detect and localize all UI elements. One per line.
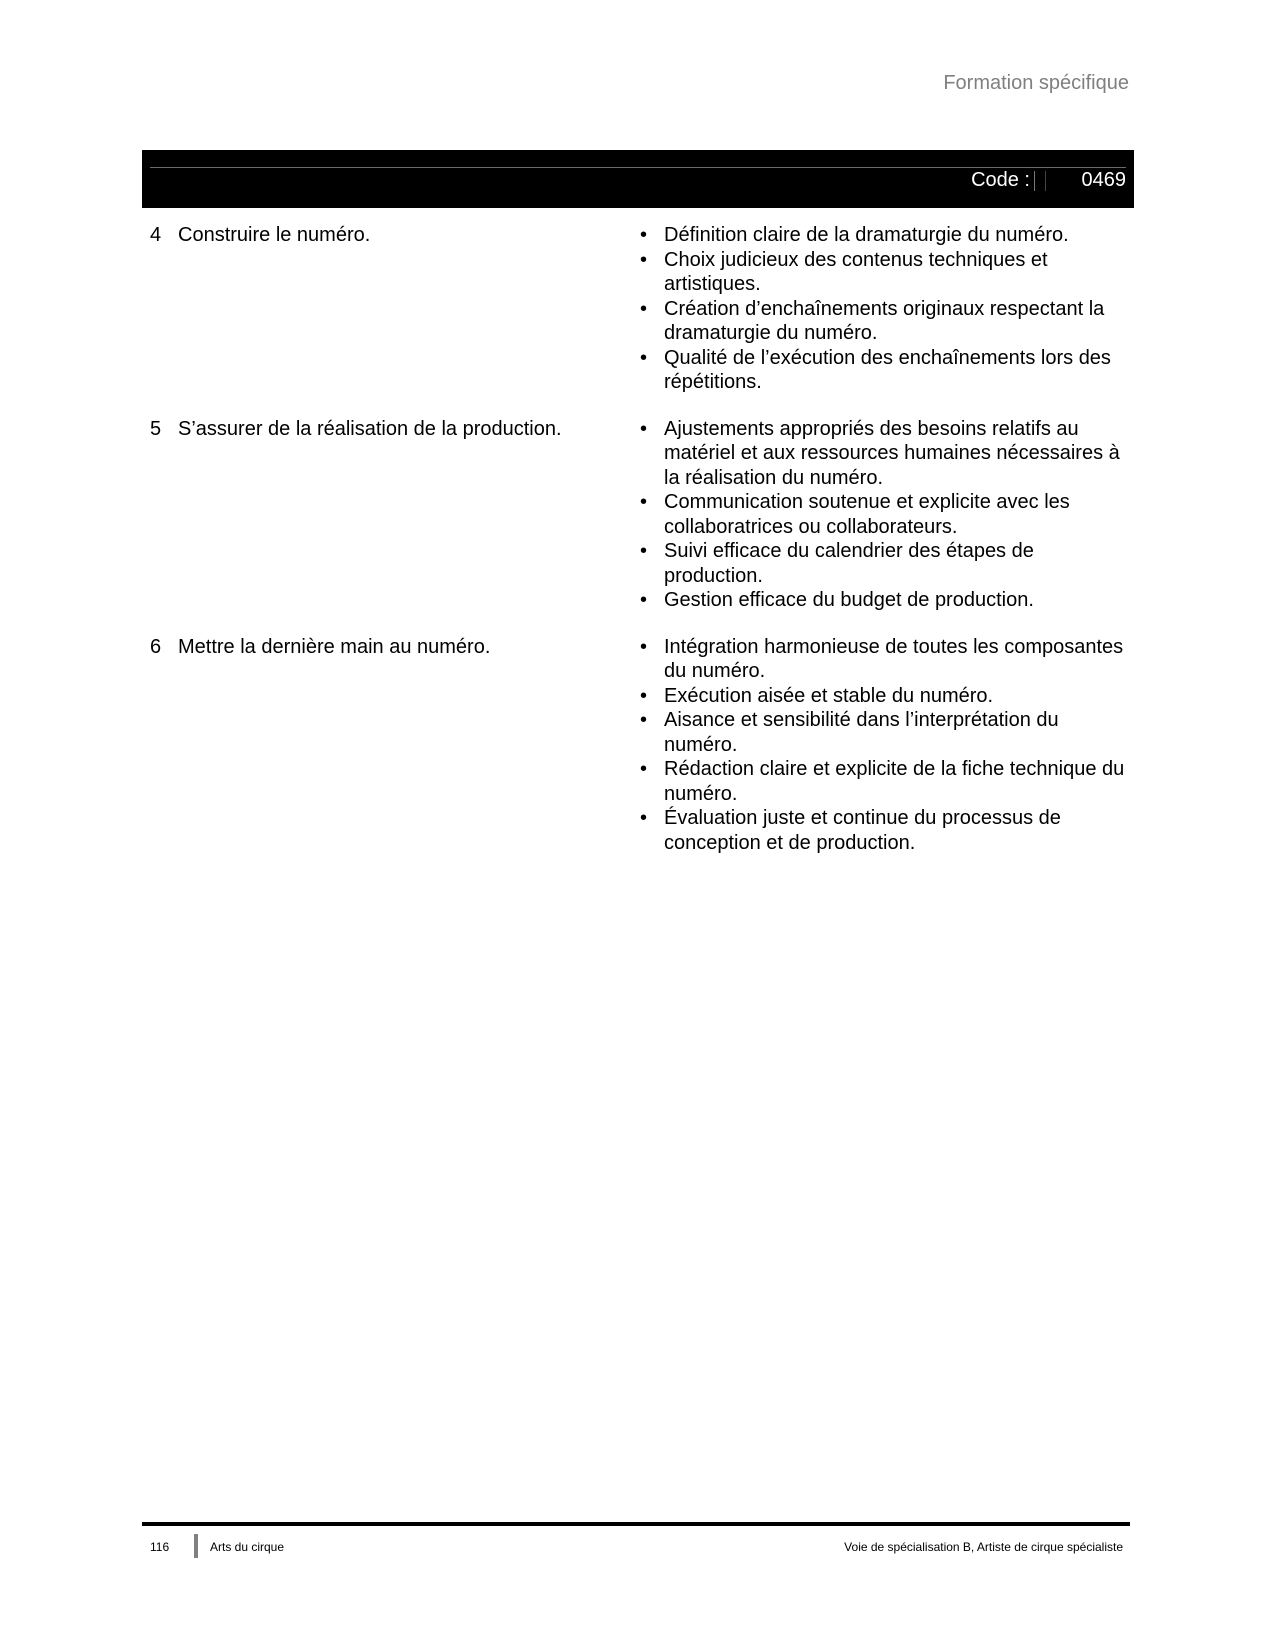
footer-left-title: Arts du cirque (210, 1540, 285, 1554)
list-item: • Création d’enchaînements originaux respectant la dramaturgie du numéro. (640, 297, 1130, 346)
footer-rule (142, 1522, 1130, 1526)
footer-divider (194, 1534, 198, 1558)
table-row (150, 635, 1130, 856)
table-row (150, 223, 1130, 395)
element-text: S’assurer de la réalisation de la production. (178, 417, 562, 440)
element-number: 6 (150, 635, 162, 658)
footer-right-title: Voie de spécialisation B, Artiste de cirque spécialiste (844, 1540, 1123, 1554)
list-item: • Rédaction claire et explicite de la fiche technique du numéro. (640, 757, 1130, 806)
code-label: Code : (971, 169, 1030, 191)
elements-table (150, 223, 1130, 877)
element-text: Construire le numéro. (178, 224, 371, 246)
code-bar (142, 150, 1134, 208)
criteria-list (640, 223, 1130, 395)
list-item: • Qualité de l’exécution des enchaînements lors des répétitions. (640, 346, 1130, 395)
list-item: • Gestion efficace du budget de production. (640, 588, 1130, 613)
element-cell (150, 417, 640, 613)
element-number: 4 (150, 224, 162, 246)
code-separator (1045, 171, 1046, 191)
criteria-list (640, 417, 1130, 613)
list-item: • Définition claire de la dramaturgie du numéro. (640, 223, 1130, 248)
list-item: • Exécution aisée et stable du numéro. (640, 684, 1130, 709)
table-row (150, 417, 1130, 613)
list-item: • Aisance et sensibilité dans l’interprétation du numéro. (640, 708, 1130, 757)
list-item: • Suivi efficace du calendrier des étapes de production. (640, 539, 1130, 588)
list-item: • Communication soutenue et explicite avec les collaboratrices ou collaborateurs. (640, 490, 1130, 539)
code-value: 0469 (1081, 169, 1126, 191)
element-number: 5 (150, 417, 162, 440)
list-item: • Choix judicieux des contenus techniques et artistiques. (640, 248, 1130, 297)
list-item: • Ajustements appropriés des besoins relatifs au matériel et aux ressources humaines nécessaires à la réalisation du numéro. (640, 417, 1130, 491)
element-text: Mettre la dernière main au numéro. (178, 635, 491, 658)
criteria-list (640, 635, 1130, 856)
section-title: Formation spécifique (943, 72, 1129, 94)
page-number: 116 (150, 1540, 170, 1554)
code-separator (1034, 171, 1035, 191)
element-cell (150, 635, 640, 856)
element-cell (150, 223, 640, 395)
list-item: • Évaluation juste et continue du processus de conception et de production. (640, 806, 1130, 855)
list-item: • Intégration harmonieuse de toutes les composantes du numéro. (640, 635, 1130, 684)
